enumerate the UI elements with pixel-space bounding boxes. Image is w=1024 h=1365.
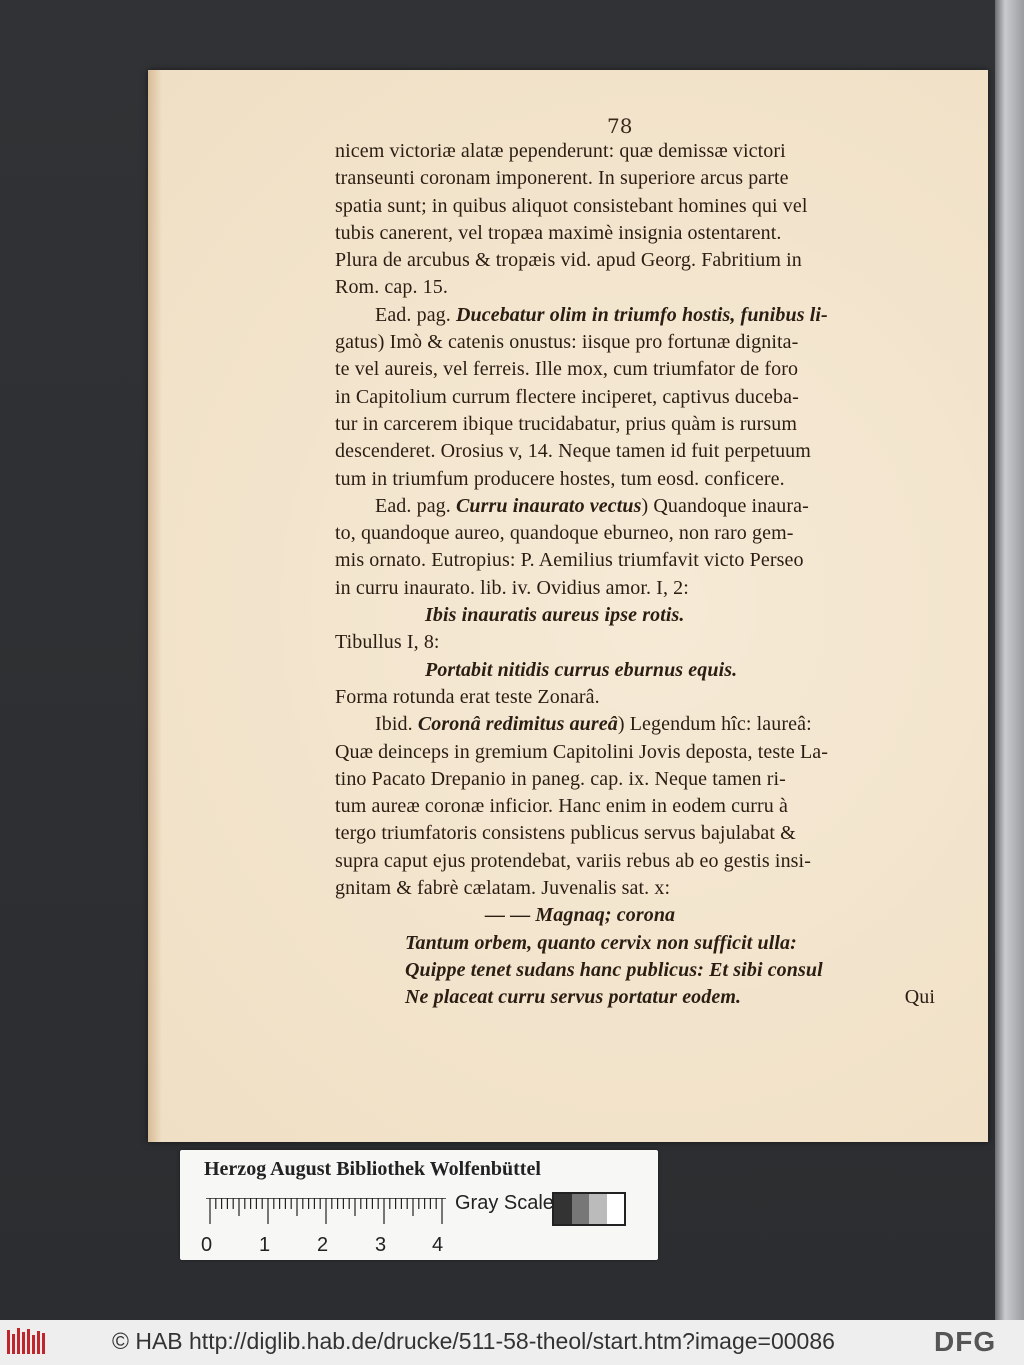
- text-line: supra caput ejus protendebat, variis rebus ab eo gestis insi-: [335, 849, 811, 872]
- ruler-number: 3: [375, 1234, 387, 1256]
- ruler-number: 1: [259, 1234, 271, 1256]
- library-title: Herzog August Bibliothek Wolfenbüttel: [204, 1158, 541, 1180]
- color-scale-card: [180, 1150, 658, 1260]
- verse-line: — — Magnaq; corona: [485, 904, 676, 927]
- gray-scale-swatches: [552, 1192, 626, 1226]
- catchword: Qui: [904, 986, 935, 1009]
- text-line: Forma rotunda erat teste Zonarâ.: [335, 685, 600, 708]
- text-line: spatia sunt; in quibus aliquot consistebant homines qui vel: [335, 194, 808, 217]
- ruler-number: 4: [432, 1234, 444, 1256]
- text-line: tubis canerent, vel tropæa maximè insignia ostentarent.: [335, 221, 782, 244]
- paragraph-lead: [335, 302, 935, 329]
- swatch-dark: [554, 1194, 572, 1224]
- text-line: in Capitolium currum flectere inciperet, captivus duceba-: [335, 385, 799, 408]
- text-line: mis ornato. Eutropius: P. Aemilius triumfavit victo Perseo: [335, 549, 804, 572]
- paragraph-lead: [335, 493, 935, 520]
- swatch-white: [607, 1194, 625, 1224]
- verse-line: Ne placeat curru servus portatur eodem.: [405, 986, 742, 1009]
- ruler-number: 0: [201, 1234, 213, 1256]
- reference: Ead. pag.: [375, 303, 451, 326]
- text-line: transeunti coronam imponerent. In superiore arcus parte: [335, 167, 789, 190]
- text-line: gnitam & fabrè cælatam. Juvenalis sat. x:: [335, 877, 671, 900]
- text-line: tergo triumfatoris consistens publicus servus bajulabat &: [335, 822, 796, 845]
- verse-line: Tantum orbem, quanto cervix non sufficit ulla:: [405, 931, 797, 954]
- page-text: [335, 138, 935, 1012]
- text-line: tino Pacato Drepanio in paneg. cap. ix. Neque tamen ri-: [335, 767, 786, 790]
- text-line: Plura de arcubus & tropæis vid. apud Georg. Fabritium in: [335, 249, 802, 272]
- copyright-link[interactable]: © HAB http://diglib.hab.de/drucke/511-58-theol/start.htm?image=00086: [112, 1328, 835, 1354]
- quoted-phrase: Coronâ redimitus aureâ: [417, 713, 618, 736]
- verse-last-row: [335, 984, 935, 1011]
- text-line: in curru inaurato. lib. iv. Ovidius amor. I, 2:: [335, 576, 689, 599]
- swatch-light: [589, 1194, 607, 1224]
- swatch-mid: [572, 1194, 590, 1224]
- reference: Ibid.: [375, 713, 413, 736]
- text-line: Quæ deinceps in gremium Capitolini Jovis deposta, teste La-: [335, 740, 829, 763]
- text-line: descenderet. Orosius v, 14. Neque tamen id fuit perpetuum: [335, 440, 811, 463]
- text-line: Tibullus I, 8:: [335, 631, 440, 654]
- viewer-footer: [0, 1320, 1024, 1365]
- dfg-logo: DFG: [934, 1326, 997, 1357]
- text-line: Rom. cap. 15.: [335, 276, 448, 299]
- reference: Ead. pag.: [375, 494, 451, 517]
- neighbor-page-edge: [995, 0, 1024, 1320]
- text-span: ) Legendum hîc: laureâ:: [617, 713, 812, 736]
- quoted-phrase: Ducebatur olim in triumfo hostis, funibus li-: [455, 303, 828, 326]
- paragraph-lead: [335, 711, 935, 738]
- text-line: nicem victoriæ alatæ pependerunt: quæ demissæ victori: [335, 140, 786, 162]
- verse-line: Quippe tenet sudans hanc publicus: Et sibi consul: [405, 958, 823, 981]
- ruler-number: 2: [317, 1234, 329, 1256]
- text-line: gatus) Imò & catenis onustus: iisque pro fortunæ dignita-: [335, 331, 799, 354]
- text-span: ) Quandoque inaura-: [641, 494, 809, 517]
- verse-quote: Ibis inauratis aureus ipse rotis.: [425, 604, 685, 627]
- text-line: tum in triumfum producere hostes, tum eosd. conficere.: [335, 467, 785, 490]
- ruler: [206, 1198, 446, 1226]
- text-line: to, quandoque aureo, quandoque eburneo, non raro gem-: [335, 522, 794, 545]
- verse-quote: Portabit nitidis currus eburnus equis.: [425, 658, 738, 681]
- page-number: 78: [607, 114, 633, 138]
- text-line: te vel aureis, vel ferreis. Ille mox, cum triumfator de foro: [335, 358, 799, 381]
- text-line: tur in carcerem ibique trucidabatur, prius quàm is rursum: [335, 412, 797, 435]
- hab-logo-icon: [6, 1326, 48, 1358]
- quoted-phrase: Curru inaurato vectus: [455, 494, 642, 517]
- gray-scale-label: Gray Scale: [455, 1192, 554, 1214]
- text-line: tum aureæ coronæ inficior. Hanc enim in eodem curru à: [335, 795, 788, 818]
